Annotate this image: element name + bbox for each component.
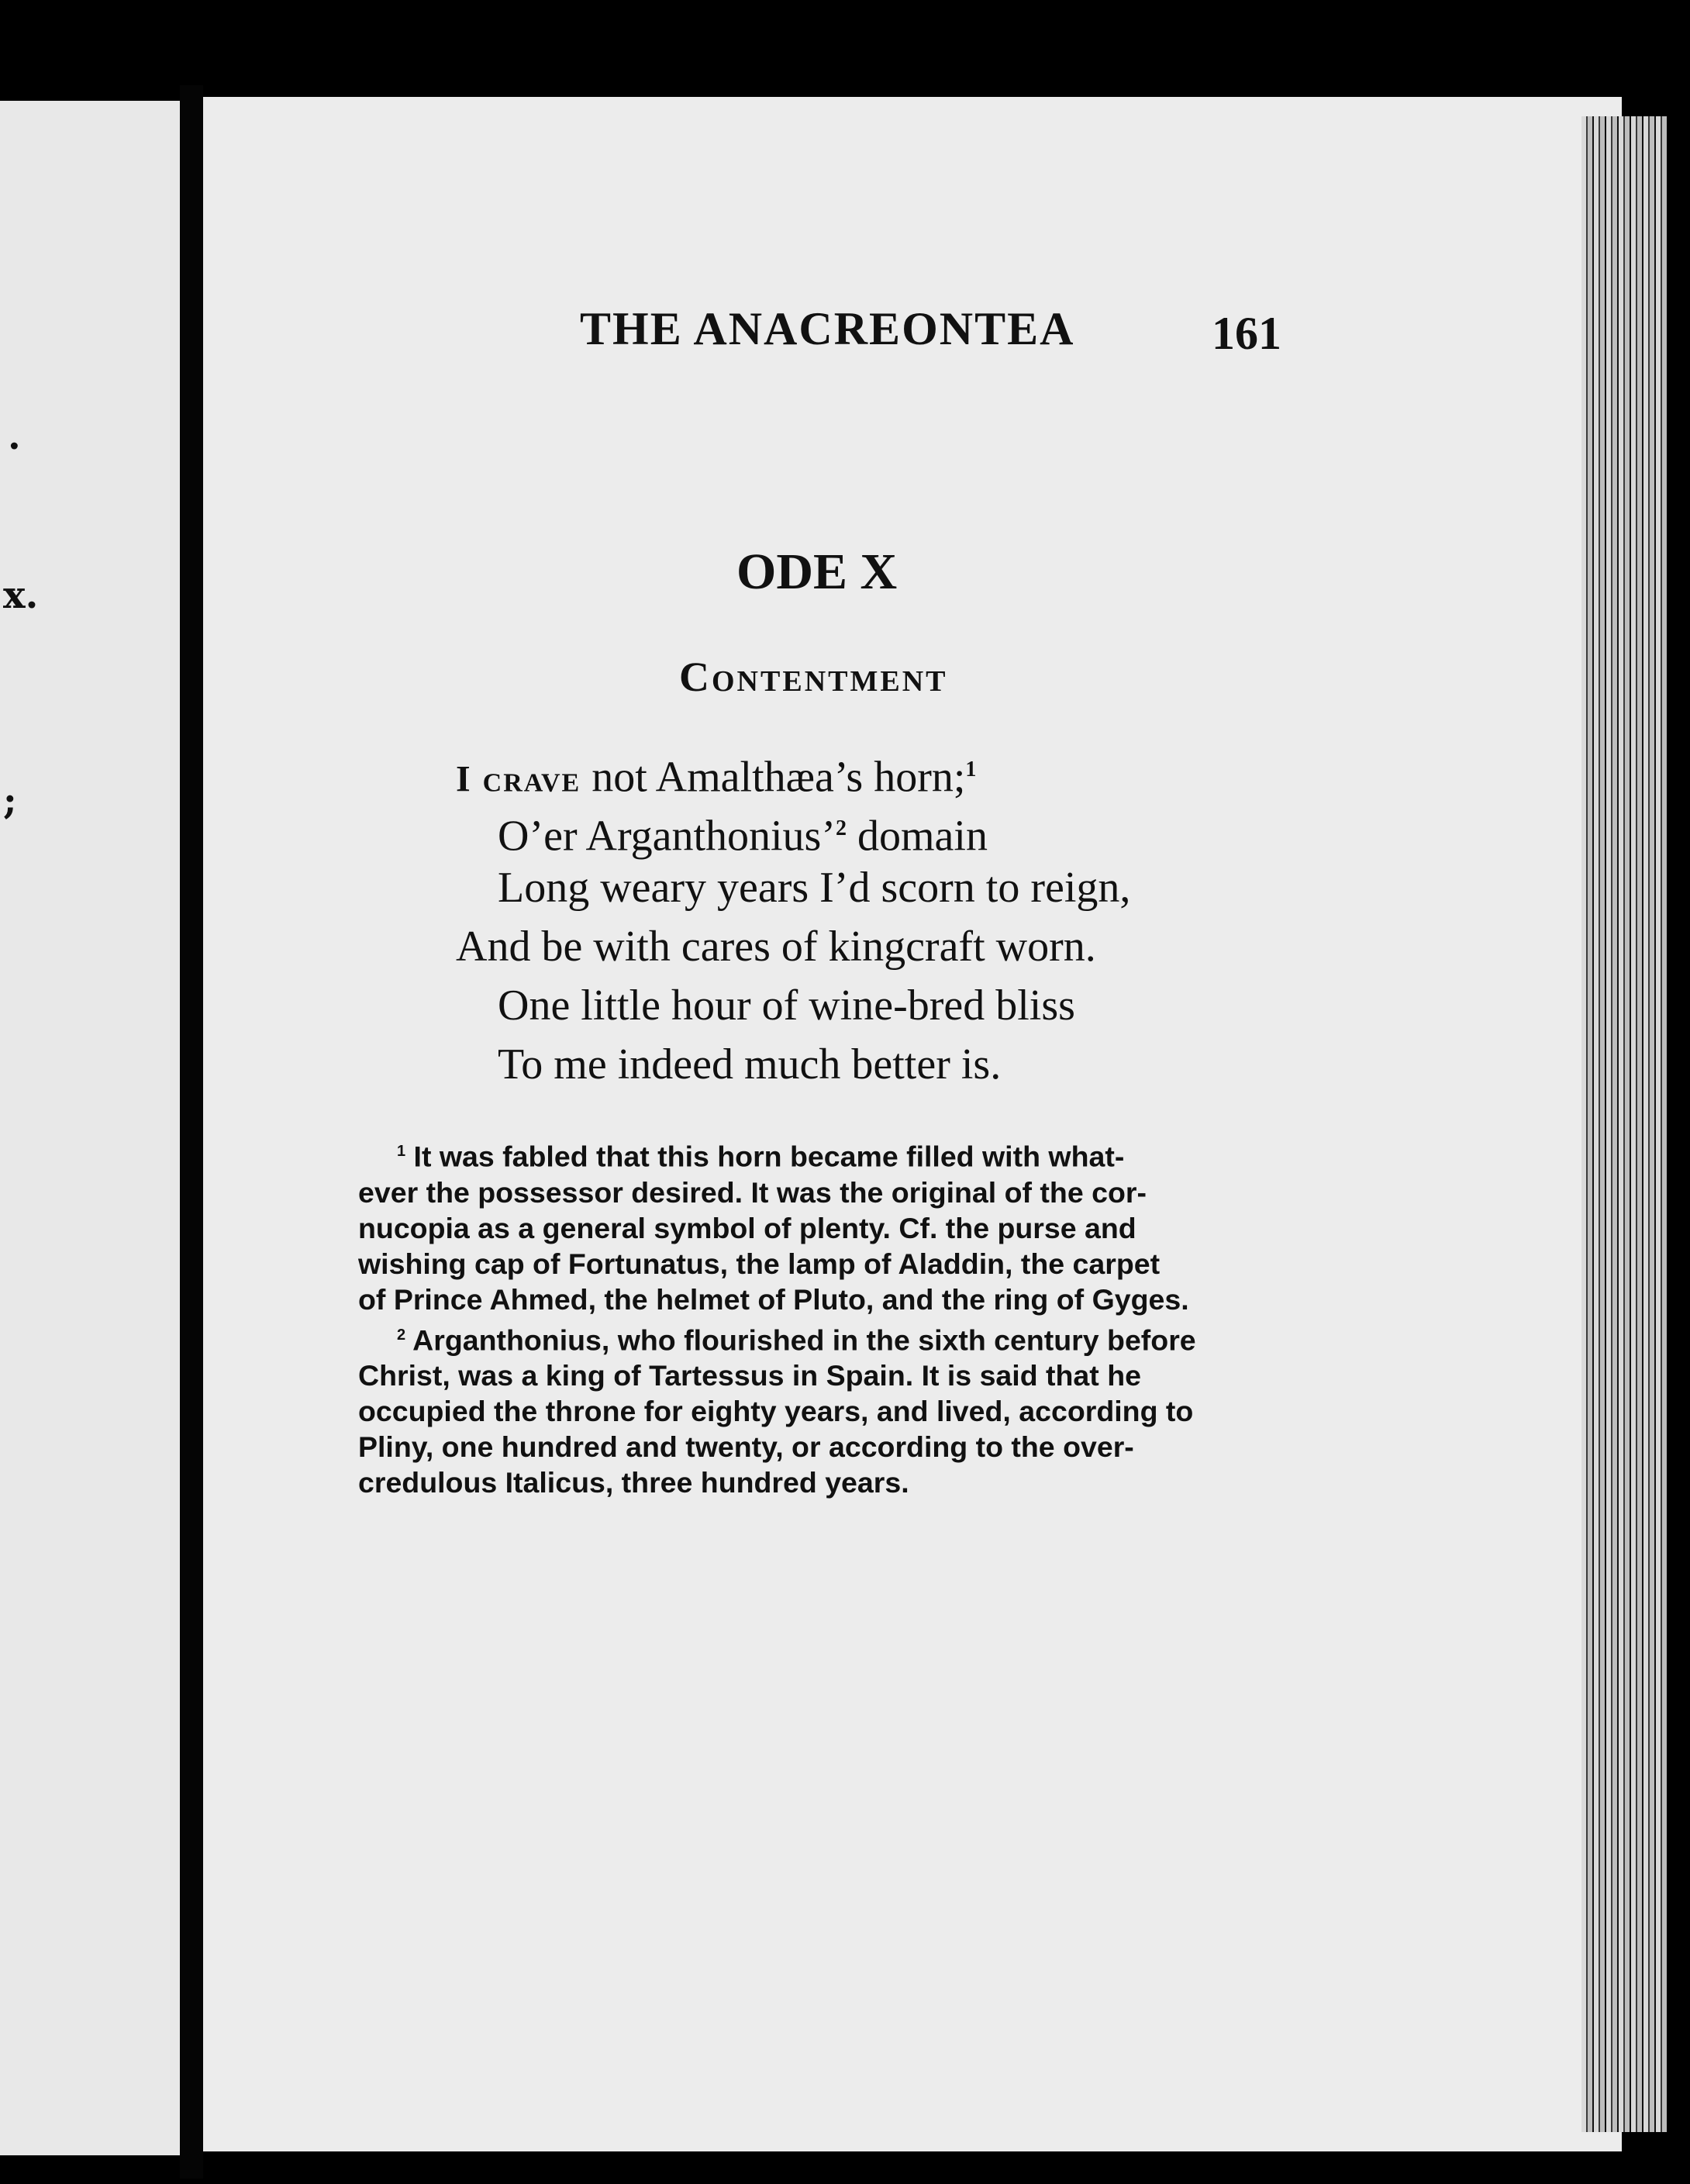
left-page-char: .	[8, 415, 21, 458]
poem-text: domain	[847, 812, 988, 861]
footnote-line: Pliny, one hundred and twenty, or according to the over-	[358, 1430, 1134, 1463]
footnote-line: of Prince Ahmed, the helmet of Pluto, and the ring of Gyges.	[358, 1282, 1189, 1316]
footnote-text: It was fabled that this horn became filled with what-	[413, 1140, 1125, 1173]
footnote-text: Arganthonius, who flourished in the sixth century before	[412, 1323, 1196, 1356]
footnote-ref: 2	[836, 816, 847, 840]
poem-line	[456, 799, 1386, 861]
ode-title: ODE X	[736, 543, 898, 600]
poem-line: And be with cares of kingcraft worn.	[456, 923, 1096, 971]
footnote-line: credulous Italicus, three hundred years.	[358, 1466, 909, 1499]
poem-line: To me indeed much better is.	[498, 1040, 1002, 1089]
running-title: THE ANACREONTEA	[580, 303, 1075, 354]
poem	[456, 740, 1386, 1094]
ode-subtitle: Contentment	[679, 654, 948, 700]
poem-line: Long weary years I’d scorn to reign,	[498, 864, 1131, 912]
footnote-line: nucopia as a general symbol of plenty. Cf. the purse and	[358, 1211, 1136, 1244]
left-page-char: x.	[3, 574, 39, 617]
poem-text: O’er Arganthonius’	[498, 812, 836, 861]
footnote-line: ever the possessor desired. It was the original of the cor-	[358, 1175, 1147, 1209]
footnote-line	[358, 1317, 1298, 1358]
footnote-line: occupied the throne for eighty years, and lived, according to	[358, 1395, 1194, 1427]
footnote-mark: 2	[397, 1326, 406, 1344]
footnote-mark: 1	[397, 1143, 406, 1160]
poem-initial-words: I crave	[456, 758, 581, 800]
footnotes	[358, 1133, 1298, 1500]
footnote-line: wishing cap of Fortunatus, the lamp of Aladdin, the carpet	[358, 1247, 1161, 1280]
footnote-line	[358, 1133, 1298, 1175]
poem-line: One little hour of wine-bred bliss	[498, 982, 1075, 1030]
left-page-fragment	[0, 101, 180, 2155]
footnote-ref: 1	[965, 757, 977, 781]
page-number: 161	[1212, 308, 1281, 359]
right-page	[203, 97, 1622, 2151]
poem-line	[456, 740, 1386, 802]
book-gutter	[180, 85, 203, 2179]
footnote-line: Christ, was a king of Tartessus in Spain. It is said that he	[358, 1359, 1141, 1392]
poem-text: not Amalthæa’s horn;	[581, 753, 966, 802]
page-edges	[1581, 116, 1667, 2132]
left-page-char: ;	[3, 779, 17, 823]
